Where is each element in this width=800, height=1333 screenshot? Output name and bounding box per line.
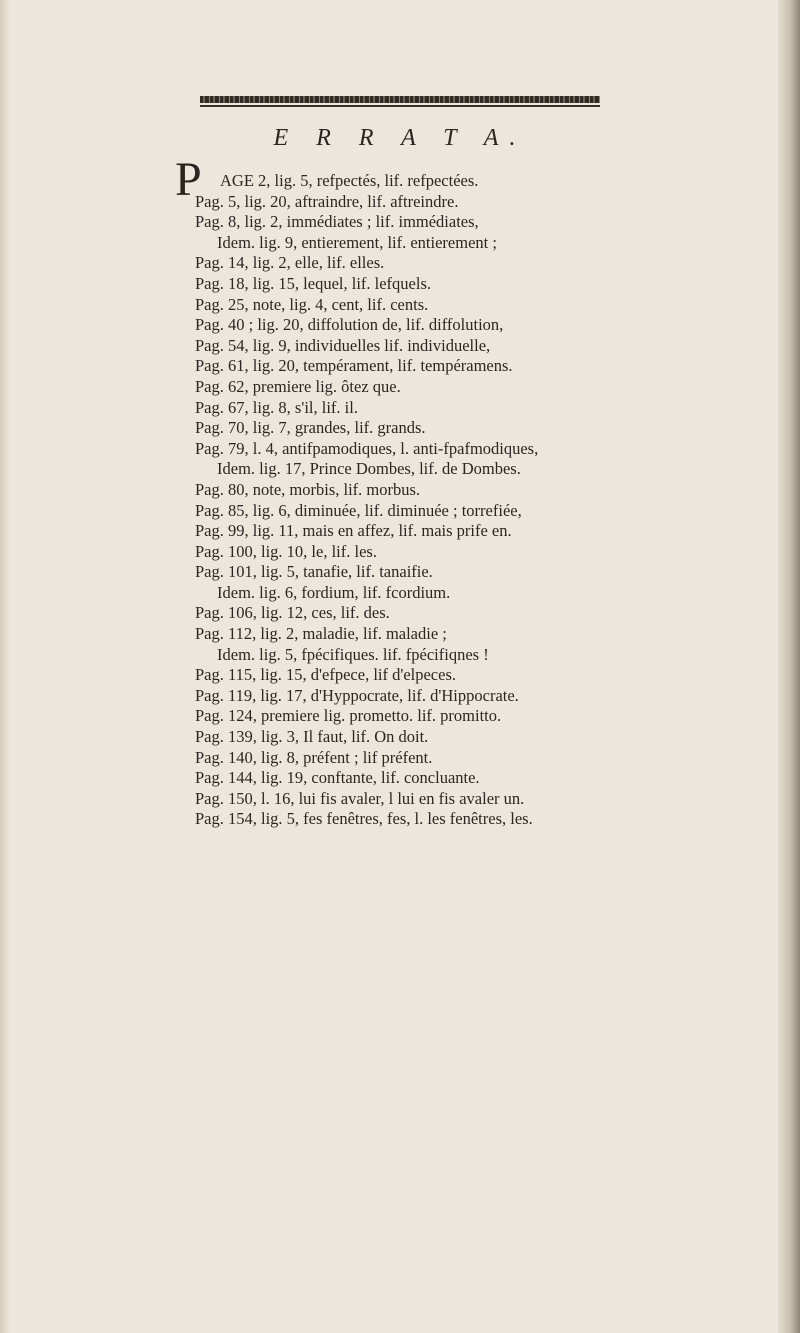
errata-line: Pag. 112, lig. 2, maladie, lif. maladie ; — [195, 624, 447, 644]
errata-line: Pag. 154, lig. 5, fes fenêtres, fes, l. les fenêtres, les. — [195, 809, 533, 829]
errata-line: Pag. 54, lig. 9, individuelles lif. individuelle, — [195, 335, 491, 355]
errata-line: Idem. lig. 5, fpécifiques. lif. fpécifiqnes ! — [217, 644, 489, 664]
errata-line: Pag. 85, lig. 6, diminuée, lif. diminuée ; torrefiée, — [195, 500, 522, 520]
errata-line: Pag. 25, note, lig. 4, cent, lif. cents. — [195, 294, 429, 314]
errata-list — [195, 171, 775, 830]
errata-line: Pag. 8, lig. 2, immédiates ; lif. immédiates, — [195, 212, 479, 232]
ornament-band — [200, 96, 600, 103]
errata-line: Pag. 14, lig. 2, elle, lif. elles. — [195, 253, 385, 273]
errata-line: Pag. 5, lig. 20, aftraindre, lif. aftreindre. — [195, 191, 459, 211]
errata-line: Pag. 79, l. 4, antifpamodiques, l. anti-fpafmodiques, — [195, 438, 539, 458]
errata-line: Pag. 70, lig. 7, grandes, lif. grands. — [195, 418, 426, 438]
drop-cap: P — [175, 153, 202, 206]
errata-line: Idem. lig. 6, fordium, lif. fcordium. — [217, 582, 451, 602]
errata-line: Pag. 40 ; lig. 20, diffolution de, lif. diffolution, — [195, 315, 504, 335]
errata-line: Pag. 100, lig. 10, le, lif. les. — [195, 541, 377, 561]
errata-line: Pag. 61, lig. 20, tempérament, lif. tempéramens. — [195, 356, 513, 376]
errata-line: Pag. 150, l. 16, lui fis avaler, l lui en fis avaler un. — [195, 788, 525, 808]
errata-line: Idem. lig. 17, Prince Dombes, lif. de Dombes. — [217, 459, 521, 479]
errata-line: Pag. 115, lig. 15, d'efpece, lif d'elpeces. — [195, 665, 457, 685]
errata-line: Pag. 67, lig. 8, s'il, lif. il. — [195, 397, 358, 417]
errata-line: Pag. 119, lig. 17, d'Hyppocrate, lif. d'Hippocrate. — [195, 685, 519, 705]
page-left-edge — [0, 0, 10, 1333]
header-ornament — [200, 94, 600, 108]
errata-line: Idem. lig. 9, entierement, lif. entierement ; — [217, 232, 497, 252]
errata-line: AGE 2, lig. 5, refpectés, lif. refpectées. — [220, 171, 479, 190]
errata-line: Pag. 18, lig. 15, lequel, lif. lefquels. — [195, 273, 432, 293]
page-right-edge — [778, 0, 800, 1333]
errata-line: Pag. 140, lig. 8, préfent ; lif préfent. — [195, 747, 433, 767]
errata-line: Pag. 80, note, morbis, lif. morbus. — [195, 479, 421, 499]
ornament-rule — [200, 105, 600, 107]
errata-line: Pag. 99, lig. 11, mais en affez, lif. mais prife en. — [195, 521, 512, 541]
errata-line: Pag. 62, premiere lig. ôtez que. — [195, 376, 401, 396]
errata-line: Pag. 139, lig. 3, Il faut, lif. On doit. — [195, 727, 429, 747]
errata-line: Pag. 124, premiere lig. prometto. lif. promitto. — [195, 706, 502, 726]
errata-line: Pag. 106, lig. 12, ces, lif. des. — [195, 603, 390, 623]
page-title: E R R A T A. — [273, 125, 527, 151]
errata-line: Pag. 101, lig. 5, tanafie, lif. tanaifie. — [195, 562, 433, 582]
errata-line: Pag. 144, lig. 19, conftante, lif. concluante. — [195, 768, 480, 788]
